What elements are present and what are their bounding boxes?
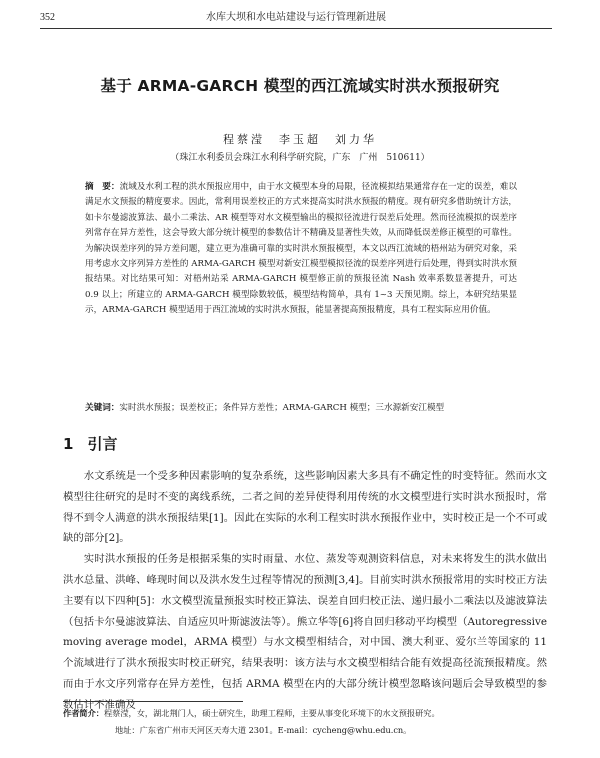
author-footnote — [63, 705, 547, 739]
body-text — [63, 466, 547, 716]
section-heading — [63, 433, 117, 454]
abstract-text: 流域及水利工程的洪水预报应用中，由于水文模型本身的局限，径流模拟结果通常存在一定的误差，难以满足水文预报的精度要求。因此，常利用误差校正的方式来提高实时洪水预报的精度。现有研究多借助统计方法，如卡尔曼滤波算法、最小二乘法、AR 模型等对水文模型输出的模拟径流进行误差后处理。然而径流模拟的误差序列常存在异方差性，这会导致大部分统计模型的参数估计不精确及显著性失效，从而降低误差修正模型的可靠性。为解决误差序列的异方差问题，建立更为准确可靠的实时洪水预报模型，本文以西江流域的梧州站为研究对象，采用考虑水文序列异方差性的 ARMA-GARCH 模型对新安江模型模拟径流的误差序列进行后处理，得到实时洪水预报结果。对比结果可知：对梧州站采 ARMA-GARCH 模型修正前的预报径流 Nash 效率系数显著提升，可达 0.9 以上；所建立的 ARMA-GARCH 模型除数较低，模型结构简单，具有 1~3 天预见期。综上，本研究结果显示，ARMA-GARCH 模型适用于西江流域的实时洪水预报，能显著提高预报精度，具有工程实际应用价值。 — [85, 182, 517, 316]
running-header — [40, 9, 552, 27]
journal-name: 水库大坝和水电站建设与运行管理新进展 — [206, 12, 386, 23]
footnote-divider — [63, 701, 243, 702]
page-number: 352 — [40, 12, 55, 23]
section-number: 1 — [63, 435, 74, 453]
section-title: 引言 — [87, 435, 118, 453]
paper-title: 基于 ARMA-GARCH 模型的西江流域实时洪水预报研究 — [100, 77, 500, 95]
keywords-text: 实时洪水预报；误差校正；条件异方差性；ARMA-GARCH 模型；三水源新安江模型 — [119, 403, 445, 413]
body-paragraph: 实时洪水预报的任务是根据采集的实时雨量、水位、蒸发等观测资料信息，对未来将发生的洪水做出洪水总量、洪峰、峰现时间以及洪水发生过程等情况的预测[3,4]。目前实时洪水预报常用的实时校正方法主要有以下四种[5]：水文模型流量预报实时校正算法、误差自回归校正法、递归最小二乘法以及滤波算法（包括卡尔曼滤波算法、自适应贝叶斯滤波法等）。熊立华等[6]将自回归移动平均模型（Autoregressive moving average model，ARMA 模型）与水文模型相结合，对中国、澳大利亚、爱尔兰等国家的 11 个流域进行了洪水预报实时校正研究，结果表明：该方法与水文模型相结合能有效提高径流预报精度。然而由于水文序列常存在异方差性，包括 ARMA 模型在内的大部分统计模型忽略该问题后会导致模型的参数估计不准确及 — [63, 553, 547, 711]
body-paragraph: 水文系统是一个受多种因素影响的复杂系统，这些影响因素大多具有不确定性的时变特征。然而水文模型往往研究的是时不变的离线系统，二者之间的差异使得利用传统的水文模型进行实时洪水预报时，常得不到令人满意的洪水预报结果[1]。因此在实际的水利工程实时洪水预报作业中，实时校正是一个不可或缺的部分[2]。 — [63, 470, 547, 545]
keywords — [85, 401, 517, 415]
footnote-bio: 程蔡滢，女，湖北荆门人，硕士研究生，助理工程师，主要从事变化环境下的水文预报研究。 — [103, 708, 440, 718]
author-list: 程蔡滢 李玉超 刘力华 — [223, 133, 377, 146]
footnote-address: 地址：广东省广州市天河区天寿大道 2301。E-mail：cycheng@whu.edu.cn。 — [115, 725, 412, 735]
author-affiliation: （珠江水利委员会珠江水利科学研究院，广东 广州 510611） — [170, 153, 430, 163]
abstract-label: 摘 要： — [85, 182, 120, 192]
header-divider — [40, 28, 552, 29]
abstract — [85, 180, 517, 319]
keywords-label: 关键词： — [85, 403, 120, 413]
footnote-label: 作者简介： — [63, 708, 104, 718]
